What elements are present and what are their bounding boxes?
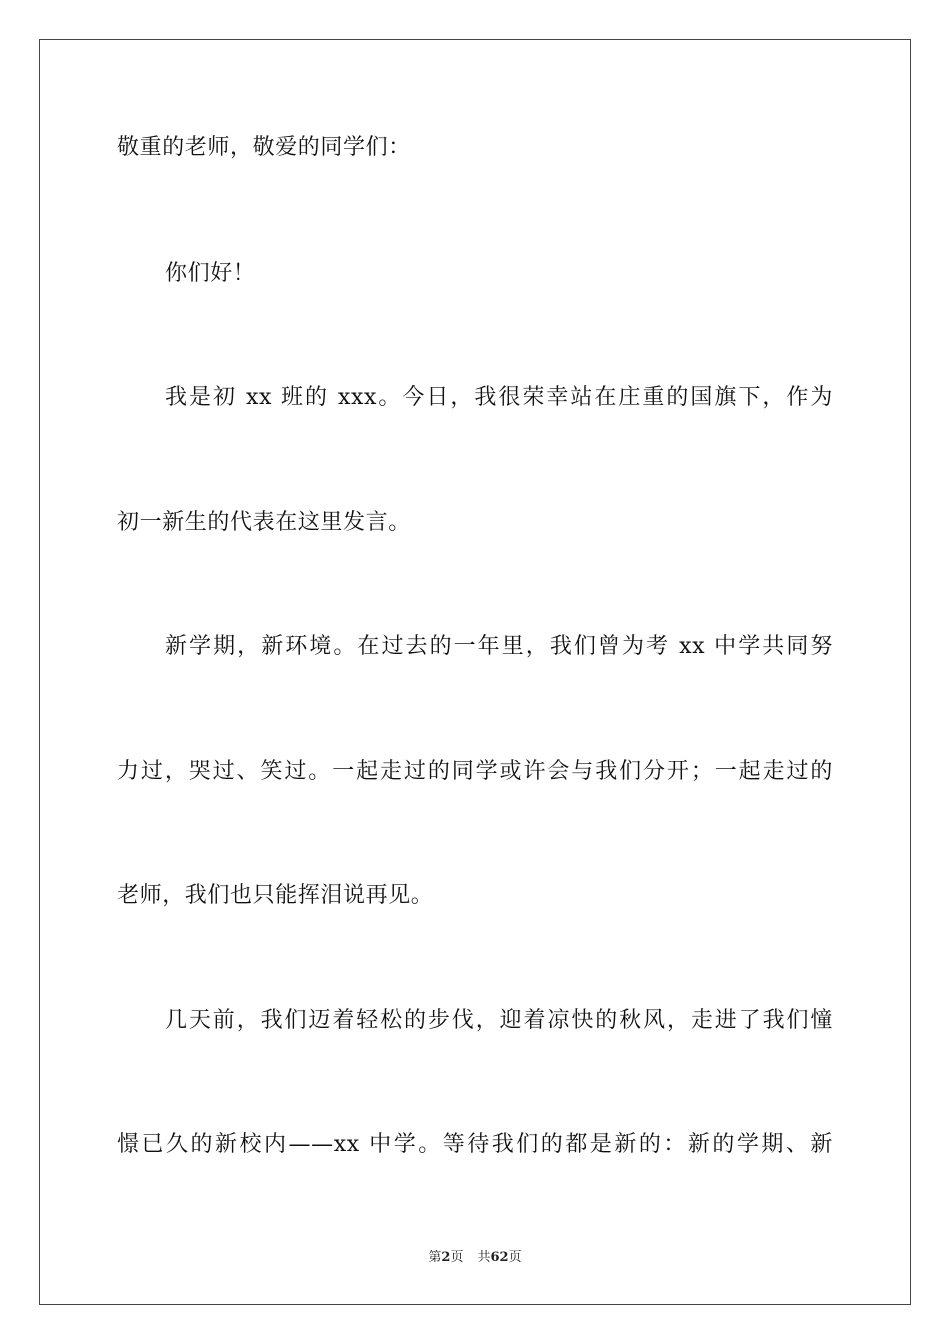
- total-prefix: 共: [477, 1250, 491, 1265]
- page-prefix: 第: [428, 1250, 442, 1265]
- paragraph-3-line-2: 憬已久的新校内——xx 中学。等待我们的都是新的：新的学期、新: [117, 1132, 833, 1157]
- salutation-line: 敬重的老师，敬爱的同学们：: [117, 135, 411, 160]
- paragraph-2-line-2: 力过，哭过、笑过。一起走过的同学或许会与我们分开；一起走过的: [117, 759, 833, 784]
- page-number: 2: [441, 1250, 451, 1265]
- total-suffix: 页: [508, 1250, 522, 1265]
- greeting-line: 你们好！: [165, 261, 256, 286]
- page-border: [39, 39, 911, 1305]
- total-pages: 62: [490, 1250, 509, 1265]
- paragraph-2-line-1: 新学期，新环境。在过去的一年里，我们曾为考 xx 中学共同努: [165, 634, 833, 659]
- paragraph-1-line-2: 初一新生的代表在这里发言。: [117, 510, 411, 535]
- paragraph-3-line-1: 几天前，我们迈着轻松的步伐，迎着凉快的秋风，走进了我们憧: [165, 1008, 833, 1033]
- page-suffix: 页: [450, 1250, 464, 1265]
- page-footer: [0, 1246, 950, 1265]
- paragraph-2-line-3: 老师，我们也只能挥泪说再见。: [117, 883, 434, 908]
- paragraph-1-line-1: 我是初 xx 班的 xxx。今日，我很荣幸站在庄重的国旗下，作为: [165, 385, 833, 410]
